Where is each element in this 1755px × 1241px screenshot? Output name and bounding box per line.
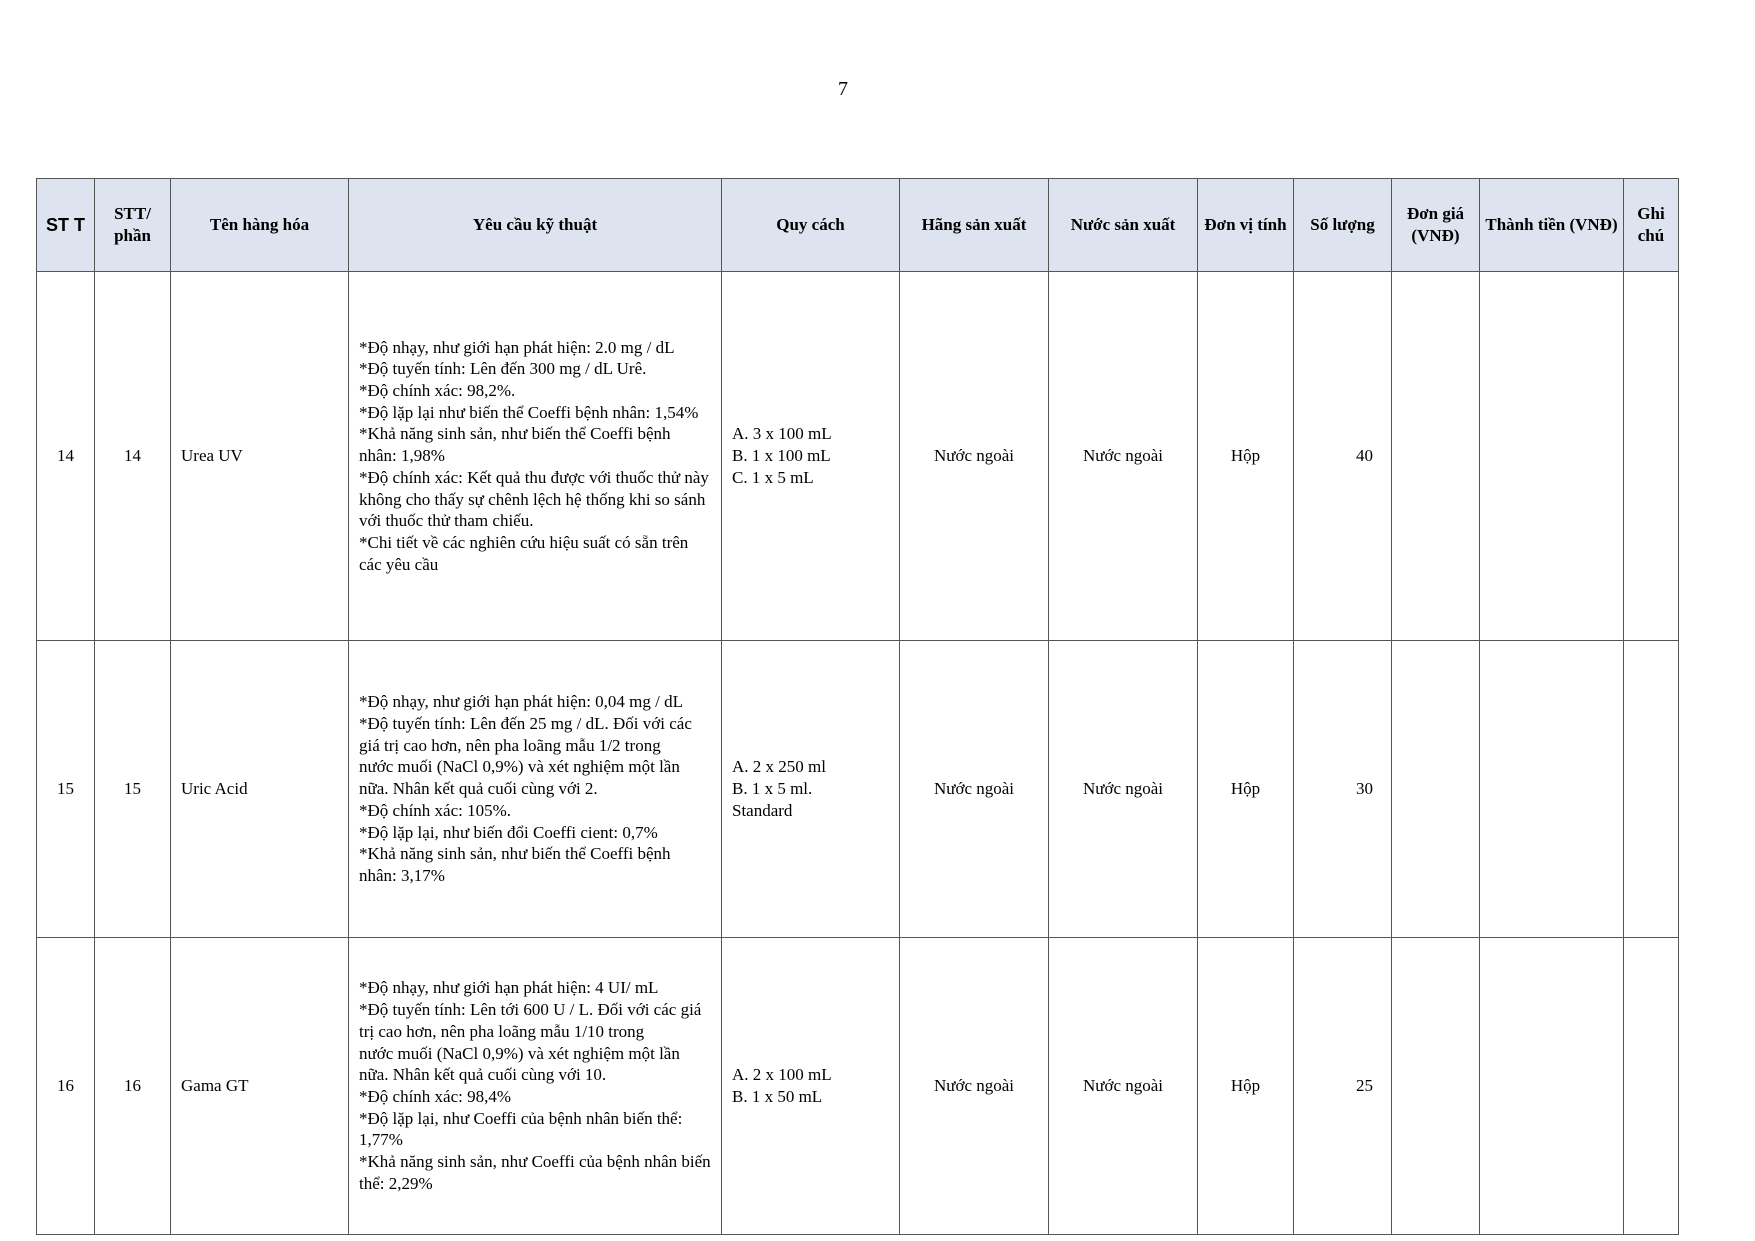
cell-requirements [349,641,722,938]
packaging-line: B. 1 x 50 mL [732,1087,823,1106]
cell-amount [1480,272,1624,641]
spec-line: nước muối (NaCl 0,9%) và xét nghiệm một lần nữa. Nhân kết quả cuối cùng với 10. [359,1043,680,1085]
cell-stt-part: 15 [95,641,171,938]
packaging-line: Standard [732,800,793,820]
cell-unit: Hộp [1198,272,1294,641]
cell-unit-price [1392,938,1480,1235]
table-header-row [37,179,1679,272]
cell-stt: 15 [37,641,95,938]
cell-quantity: 30 [1294,641,1392,938]
header-stt-part: STT/ phần [95,179,171,272]
cell-name: Urea UV [171,272,349,641]
spec-line: *Độ chính xác: 98,2%. [359,381,516,401]
packaging-line: A. 2 x 250 ml [732,757,826,777]
spec-line: *Khả năng sinh sản, như biến thể Coeffi bệnh nhân: 1,98% [359,424,671,466]
header-note: Ghi chú [1624,179,1679,272]
spec-line: *Độ tuyến tính: Lên đến 300 mg / dL Urê. [359,359,647,379]
cell-name: Gama GT [171,938,349,1235]
spec-line: *Khả năng sinh sản, như biến thể Coeffi bệnh nhân: 3,17% [359,844,671,885]
cell-unit: Hộp [1198,641,1294,938]
header-unit: Đơn vị tính [1198,179,1294,272]
cell-packaging [722,272,900,641]
header-amount: Thành tiền (VNĐ) [1480,179,1624,272]
spec-line: *Độ tuyến tính: Lên đến 25 mg / dL. Đối với các giá trị cao hơn, nên pha loãng mẫu 1/2 trong [359,714,692,755]
spec-line: *Độ lặp lại, như biến đổi Coeffi cient: 0,7% [359,822,658,842]
cell-country: Nước ngoài [1049,272,1198,641]
technical-spec-table [36,178,1679,1235]
cell-unit-price [1392,641,1480,938]
table-row [37,938,1679,1235]
packaging-line: C. 1 x 5 mL [732,467,814,487]
table-row [37,272,1679,641]
cell-amount [1480,641,1624,938]
cell-manufacturer: Nước ngoài [900,641,1049,938]
cell-stt: 14 [37,272,95,641]
packaging-line: A. 3 x 100 mL [732,424,832,444]
cell-note [1624,272,1679,641]
cell-country: Nước ngoài [1049,641,1198,938]
cell-stt-part: 14 [95,272,171,641]
cell-stt-part: 16 [95,938,171,1235]
page-number: 7 [838,78,848,100]
header-country: Nước sản xuất [1049,179,1198,272]
header-name: Tên hàng hóa [171,179,349,272]
spec-line: *Độ lặp lại như biến thể Coeffi bệnh nhân: 1,54% [359,402,699,422]
cell-stt: 16 [37,938,95,1235]
cell-requirements [349,938,722,1235]
cell-name: Uric Acid [171,641,349,938]
cell-packaging [722,641,900,938]
cell-country: Nước ngoài [1049,938,1198,1235]
spec-line: với thuốc thử tham chiếu. [359,511,534,531]
cell-quantity: 25 [1294,938,1392,1235]
header-requirements: Yêu cầu kỹ thuật [349,179,722,272]
cell-requirements [349,272,722,641]
packaging-line: A. 2 x 100 mL [732,1065,832,1085]
cell-packaging [722,938,900,1235]
spec-line: *Độ chính xác: Kết quả thu được với thuốc thử này không cho thấy sự chênh lệch hệ thống khi so sánh [359,467,709,509]
spec-line: *Độ nhạy, như giới hạn phát hiện: 0,04 mg / dL [359,692,684,712]
spec-line: *Độ tuyến tính: Lên tới 600 U / L. Đối với các giá trị cao hơn, nên pha loãng mẫu 1/10 trong [359,1000,702,1041]
spec-line: *Độ nhạy, như giới hạn phát hiện: 2.0 mg / dL [359,337,675,357]
header-manufacturer: Hãng sản xuất [900,179,1049,272]
cell-note [1624,938,1679,1235]
header-packaging: Quy cách [722,179,900,272]
header-stt: ST T [37,179,95,272]
spec-line: nước muối (NaCl 0,9%) và xét nghiệm một lần nữa. Nhân kết quả cuối cùng với 2. [359,757,680,799]
cell-amount [1480,938,1624,1235]
packaging-line: B. 1 x 100 mL [732,446,831,466]
spec-line: *Khả năng sinh sản, như Coeffi của bệnh nhân biến thể: 2,29% [359,1152,711,1193]
cell-manufacturer: Nước ngoài [900,938,1049,1235]
cell-manufacturer: Nước ngoài [900,272,1049,641]
spec-line: *Độ chính xác: 105%. [359,800,512,820]
packaging-line: B. 1 x 5 ml. [732,779,813,799]
header-unit-price: Đơn giá (VNĐ) [1392,179,1480,272]
table-row [37,641,1679,938]
spec-line: *Độ chính xác: 98,4% [359,1087,512,1106]
spec-line: *Chi tiết về các nghiên cứu hiệu suất có sẵn trên các yêu cầu [359,532,689,574]
header-quantity: Số lượng [1294,179,1392,272]
spec-line: *Độ nhạy, như giới hạn phát hiện: 4 UI/ mL [359,978,659,998]
spec-line: *Độ lặp lại, như Coeffi của bệnh nhân biến thể: 1,77% [359,1108,683,1150]
cell-note [1624,641,1679,938]
cell-quantity: 40 [1294,272,1392,641]
cell-unit-price [1392,272,1480,641]
cell-unit: Hộp [1198,938,1294,1235]
